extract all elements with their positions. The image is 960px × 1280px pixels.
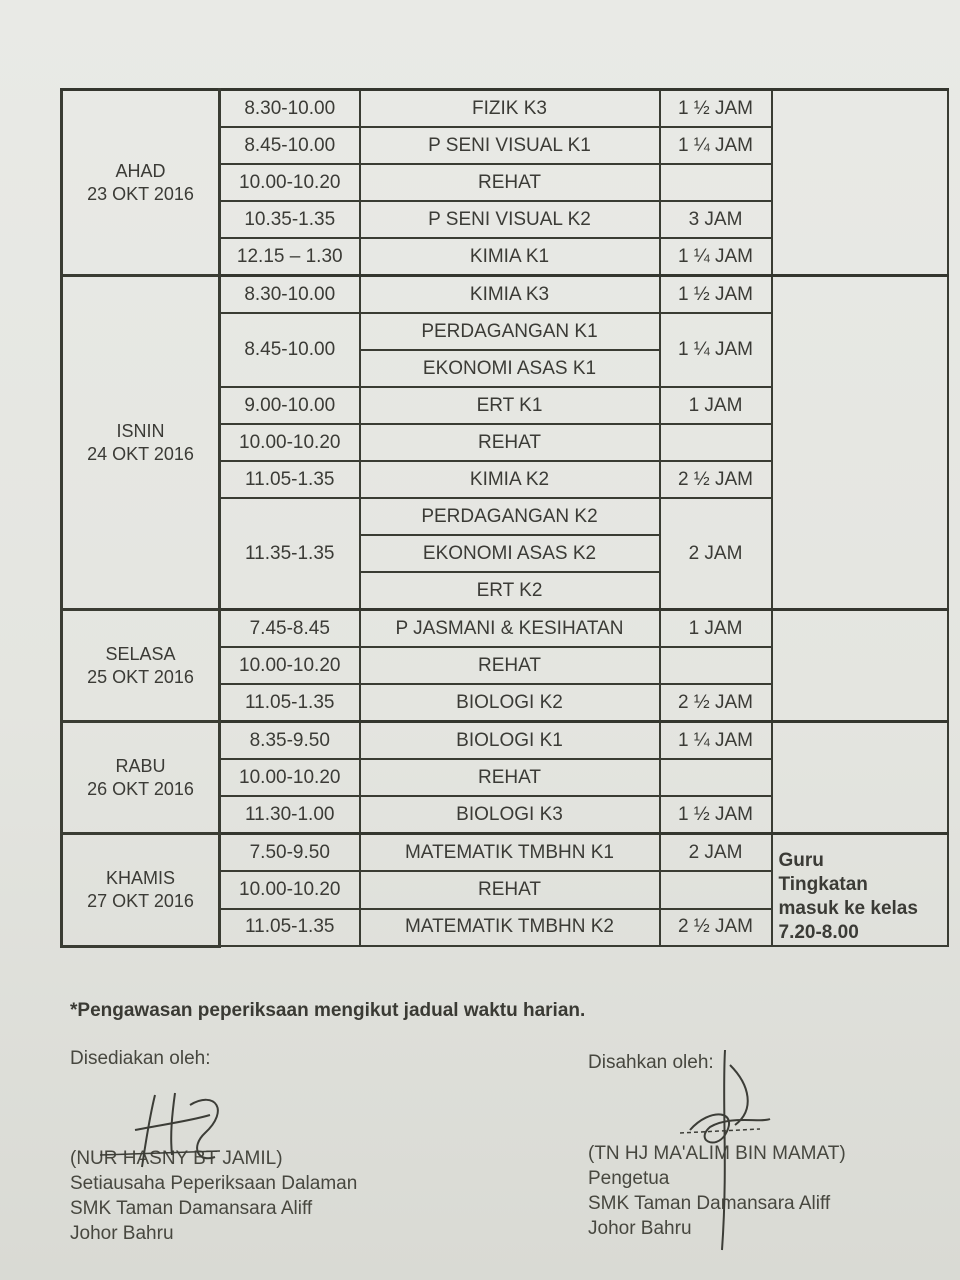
day-name: ISNIN [116, 420, 165, 441]
schedule-row [62, 90, 948, 128]
day-cell [62, 610, 220, 722]
prepared-by-school: SMK Taman Damansara Aliff [70, 1198, 313, 1219]
subject-cell: ERT K1 [360, 387, 660, 424]
time-cell: 10.35-1.35 [220, 201, 360, 238]
day-name: KHAMIS [105, 867, 175, 888]
day-date: 26 OKT 2016 [87, 778, 194, 799]
duration-cell [660, 164, 772, 201]
time-cell: 9.00-10.00 [220, 387, 360, 424]
subject-cell: PERDAGANGAN K2 [360, 498, 660, 535]
duration-cell: 3 JAM [660, 201, 772, 238]
day-cell [62, 276, 220, 610]
subject-cell: REHAT [360, 759, 660, 796]
prepared-by-city: Johor Bahru [70, 1223, 174, 1244]
time-cell: 8.45-10.00 [220, 127, 360, 164]
day-date: 24 OKT 2016 [87, 443, 194, 464]
time-cell: 12.15 – 1.30 [220, 238, 360, 276]
time-cell: 11.05-1.35 [220, 909, 360, 946]
schedule-row [62, 722, 948, 760]
note-line: Guru [778, 850, 824, 871]
duration-cell: 1 JAM [660, 387, 772, 424]
subject-cell: EKONOMI ASAS K2 [360, 535, 660, 572]
note-line: Tingkatan [778, 874, 868, 895]
duration-cell: 1 ¼ JAM [660, 238, 772, 276]
prepared-by-name: (NUR HASNY BT JAMIL) [70, 1148, 283, 1169]
duration-cell [660, 647, 772, 684]
day-date: 23 OKT 2016 [87, 183, 194, 204]
subject-cell: BIOLOGI K1 [360, 722, 660, 760]
duration-cell: 2 ½ JAM [660, 909, 772, 946]
time-cell: 8.35-9.50 [220, 722, 360, 760]
schedule-row [62, 610, 948, 648]
approved-by-school: SMK Taman Damansara Aliff [588, 1193, 831, 1214]
subject-cell: KIMIA K1 [360, 238, 660, 276]
subject-cell: REHAT [360, 647, 660, 684]
subject-cell: P SENI VISUAL K2 [360, 201, 660, 238]
prepared-by-signature [80, 1085, 240, 1175]
subject-cell: REHAT [360, 164, 660, 201]
subject-cell: ERT K2 [360, 572, 660, 610]
approved-by-signature [660, 1045, 790, 1255]
note-line: 7.20-8.00 [778, 922, 859, 943]
subject-cell: BIOLOGI K2 [360, 684, 660, 722]
subject-cell: BIOLOGI K3 [360, 796, 660, 834]
subject-cell: KIMIA K3 [360, 276, 660, 314]
time-cell: 11.35-1.35 [220, 498, 360, 610]
subject-cell: KIMIA K2 [360, 461, 660, 498]
day-cell [62, 834, 220, 947]
time-cell: 11.05-1.35 [220, 684, 360, 722]
duration-cell: 1 ½ JAM [660, 796, 772, 834]
time-cell: 10.00-10.20 [220, 647, 360, 684]
duration-cell [660, 759, 772, 796]
time-cell: 10.00-10.20 [220, 164, 360, 201]
day-name: SELASA [105, 643, 176, 664]
exam-schedule-table [60, 88, 949, 948]
duration-cell: 1 ¼ JAM [660, 722, 772, 760]
time-cell: 7.45-8.45 [220, 610, 360, 648]
time-cell: 8.45-10.00 [220, 313, 360, 387]
prepared-by-label: Disediakan oleh: [70, 1048, 211, 1069]
duration-cell [660, 424, 772, 461]
duration-cell: 1 JAM [660, 610, 772, 648]
approved-by-city: Johor Bahru [588, 1218, 692, 1239]
subject-cell: MATEMATIK TMBHN K1 [360, 834, 660, 872]
day-cell [62, 722, 220, 834]
note-line: masuk ke kelas [778, 898, 918, 919]
subject-cell: P SENI VISUAL K1 [360, 127, 660, 164]
time-cell: 10.00-10.20 [220, 424, 360, 461]
duration-cell: 2 JAM [660, 498, 772, 610]
day-cell [62, 90, 220, 276]
footnote: *Pengawasan peperiksaan mengikut jadual waktu harian. [70, 1000, 586, 1021]
duration-cell: 2 JAM [660, 834, 772, 872]
duration-cell: 1 ¼ JAM [660, 127, 772, 164]
time-cell: 8.30-10.00 [220, 276, 360, 314]
duration-cell: 2 ½ JAM [660, 684, 772, 722]
approved-by-title: Pengetua [588, 1168, 670, 1189]
time-cell: 11.30-1.00 [220, 796, 360, 834]
empty-cell [772, 610, 948, 722]
time-cell: 8.30-10.00 [220, 90, 360, 128]
day-name: RABU [115, 755, 166, 776]
schedule-row [62, 834, 948, 872]
time-cell: 10.00-10.20 [220, 759, 360, 796]
duration-cell: 1 ½ JAM [660, 276, 772, 314]
duration-cell [660, 871, 772, 908]
time-cell: 7.50-9.50 [220, 834, 360, 872]
prepared-by-title: Setiausaha Peperiksaan Dalaman [70, 1173, 358, 1194]
duration-cell: 1 ¼ JAM [660, 313, 772, 387]
day-date: 27 OKT 2016 [87, 890, 194, 911]
approved-by-name: (TN HJ MA'ALIM BIN MAMAT) [588, 1143, 846, 1164]
duration-cell: 1 ½ JAM [660, 90, 772, 128]
subject-cell: PERDAGANGAN K1 [360, 313, 660, 350]
subject-cell: REHAT [360, 424, 660, 461]
schedule-row [62, 276, 948, 314]
empty-cell [772, 722, 948, 834]
note-cell [772, 834, 948, 947]
day-date: 25 OKT 2016 [87, 666, 194, 687]
time-cell: 10.00-10.20 [220, 871, 360, 908]
duration-cell: 2 ½ JAM [660, 461, 772, 498]
subject-cell: FIZIK K3 [360, 90, 660, 128]
empty-cell [772, 276, 948, 610]
subject-cell: P JASMANI & KESIHATAN [360, 610, 660, 648]
approved-by-label: Disahkan oleh: [588, 1052, 714, 1073]
day-name: AHAD [115, 160, 166, 181]
subject-cell: REHAT [360, 871, 660, 908]
time-cell: 11.05-1.35 [220, 461, 360, 498]
empty-cell [772, 90, 948, 276]
subject-cell: EKONOMI ASAS K1 [360, 350, 660, 387]
subject-cell: MATEMATIK TMBHN K2 [360, 909, 660, 946]
